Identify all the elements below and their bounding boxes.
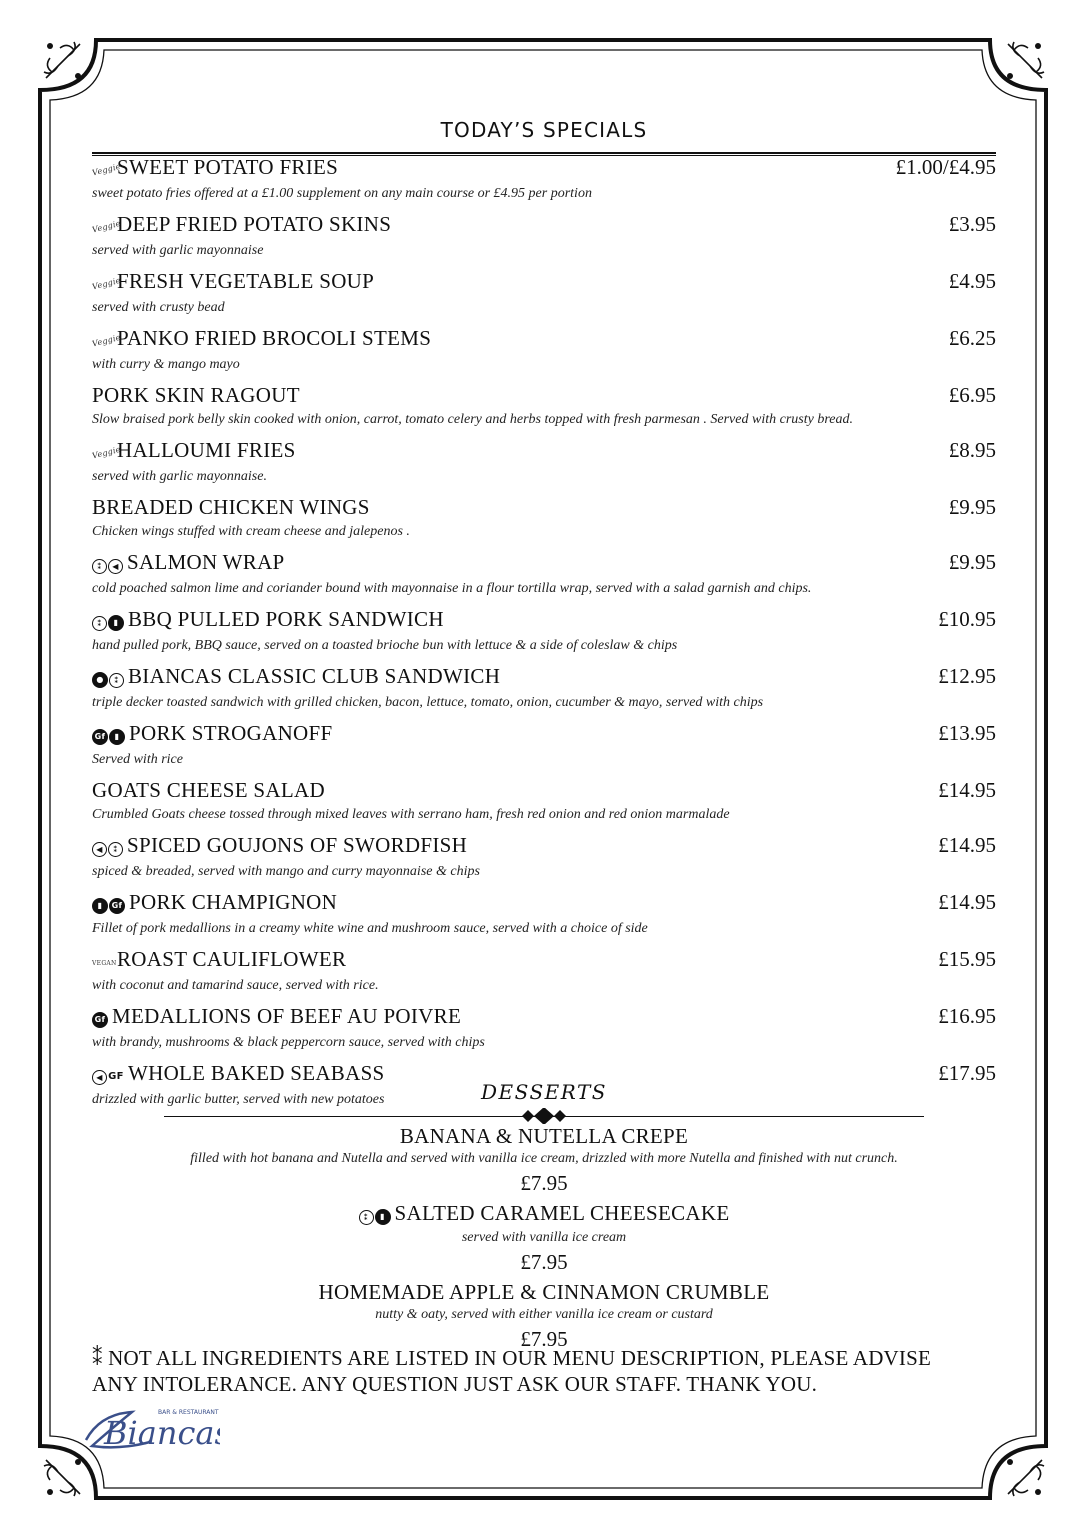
menu-item-description: cold poached salmon lime and coriander bound with mayonnaise in a flour tortilla wrap, served with a salad garnish and chips. [92, 581, 812, 596]
allergen-icons [91, 157, 122, 182]
fish-icon: ◀ [92, 1070, 107, 1085]
menu-item-name: PORK SKIN RAGOUT [92, 383, 300, 407]
menu-item-price: £9.95 [948, 495, 996, 519]
allergen-icons [91, 440, 122, 465]
dessert-description: served with vanilla ice cream [461, 1230, 627, 1245]
menu-item-name: PORK CHAMPIGNON [129, 890, 338, 914]
menu-item-name: PANKO FRIED BROCOLI STEMS [117, 326, 432, 350]
menu-item-name: BREADED CHICKEN WINGS [92, 495, 370, 519]
allergy-note-line-2: ANY INTOLERANCE. ANY QUESTION JUST ASK OUR STAFF. THANK YOU. [92, 1372, 818, 1396]
menu-item-description: triple decker toasted sandwich with grilled chicken, bacon, lettuce, tomato, onion, cucumber & mayo, served with chips [92, 695, 764, 710]
gluten-free-icon: Gf [92, 729, 108, 745]
dessert-price: £7.95 [520, 1250, 568, 1274]
svg-text:BAR & RESTAURANT: BAR & RESTAURANT [158, 1409, 219, 1416]
gluten-free-icon: Gf [92, 1012, 108, 1028]
menu-item [92, 778, 996, 825]
menu-item-price: £10.95 [938, 607, 996, 631]
menu-item-name: SALMON WRAP [127, 550, 285, 574]
gluten-free-icon: GF [108, 1071, 124, 1083]
desserts-title: DESSERTS [480, 1080, 608, 1104]
fish-icon: ◀ [92, 842, 107, 857]
menu-item-name: SPICED GOUJONS OF SWORDFISH [127, 833, 468, 857]
menu-item [92, 833, 996, 882]
menu-item-description: served with garlic mayonnaise. [92, 469, 267, 484]
allergen-icons [91, 328, 122, 353]
corner-ornament-icon [38, 36, 88, 86]
allergy-note-line-1: ⁑ NOT ALL INGREDIENTS ARE LISTED IN OUR MENU DESCRIPTION, PLEASE ADVISE [92, 1346, 932, 1370]
allergen-icons [92, 892, 126, 917]
dessert-name: SALTED CARAMEL CHEESECAKE [394, 1201, 730, 1225]
menu-item-description: Crumbled Goats cheese tossed through mixed leaves with serrano ham, fresh red onion and red onion marmalade [92, 807, 730, 822]
specials-list [92, 155, 996, 1118]
svg-text:Biancas: Biancas [104, 1414, 220, 1452]
menu-item-price: £17.95 [938, 1061, 996, 1085]
veggie-icon: Veggie [91, 161, 122, 178]
menu-item-price: £14.95 [938, 833, 996, 857]
menu-item-name: BIANCAS CLASSIC CLUB SANDWICH [128, 664, 501, 688]
dessert-name: HOMEMADE APPLE & CINNAMON CRUMBLE [318, 1280, 770, 1304]
menu-item-price: £14.95 [938, 778, 996, 802]
allergen-icons [92, 723, 126, 748]
menu-item-price: £8.95 [948, 438, 996, 462]
specials-header [92, 118, 996, 142]
menu-item-price: £12.95 [938, 664, 996, 688]
menu-item-description: with coconut and tamarind sauce, served with rice. [92, 978, 379, 993]
menu-item-description: spiced & breaded, served with mango and curry mayonnaise & chips [92, 864, 480, 879]
gluten-icon: ⁑ [92, 559, 107, 574]
desserts-divider [164, 1108, 924, 1124]
menu-item-name: MEDALLIONS OF BEEF AU POIVRE [112, 1004, 462, 1028]
allergen-icons [92, 552, 124, 577]
menu-item-price: £14.95 [938, 890, 996, 914]
menu-item [92, 550, 996, 599]
menu-item-price: £1.00/£4.95 [895, 155, 996, 179]
menu-item-name: SWEET POTATO FRIES [117, 155, 339, 179]
allergen-icons [92, 835, 124, 860]
menu-item-description: Served with rice [92, 752, 183, 767]
desserts-section [92, 1080, 996, 1357]
allergy-note [92, 1345, 996, 1397]
corner-ornament-icon [1000, 1452, 1050, 1502]
menu-item-name: BBQ PULLED PORK SANDWICH [128, 607, 444, 631]
milk-icon: ▮ [375, 1209, 391, 1225]
menu-item-description: drizzled with garlic butter, served with new potatoes [92, 1092, 385, 1107]
menu-item-description: hand pulled pork, BBQ sauce, served on a toasted brioche bun with lettuce & a side of coleslaw & chips [92, 638, 678, 653]
menu-item-name: GOATS CHEESE SALAD [92, 778, 325, 802]
menu-item-description: with curry & mango mayo [92, 357, 240, 372]
menu-item-description: with brandy, mushrooms & black peppercorn sauce, served with chips [92, 1035, 485, 1050]
milk-icon: ▮ [92, 898, 108, 914]
menu-item-name: ROAST CAULIFLOWER [117, 947, 347, 971]
menu-item [92, 1004, 996, 1053]
menu-item [92, 269, 996, 318]
desserts-list [92, 1124, 996, 1353]
veggie-icon: Veggie [91, 444, 122, 461]
dessert-description: nutty & oaty, served with either vanilla ice cream or custard [375, 1307, 713, 1322]
menu-item [92, 890, 996, 939]
gluten-icon: ⁑ [108, 842, 123, 857]
menu-item-name: FRESH VEGETABLE SOUP [117, 269, 375, 293]
gluten-icon: ⁑ [359, 1210, 374, 1225]
allergen-icons [91, 271, 122, 296]
diamond-ornament-icon [508, 1108, 580, 1124]
menu-item-price: £6.25 [948, 326, 996, 350]
menu-item-description: served with crusty bead [92, 300, 225, 315]
allergen-icons [91, 214, 122, 239]
menu-item-name: WHOLE BAKED SEABASS [128, 1061, 385, 1085]
menu-item-price: £16.95 [938, 1004, 996, 1028]
menu-item [92, 212, 996, 261]
veggie-icon: Veggie [91, 332, 122, 349]
menu-item [92, 664, 996, 713]
menu-item [92, 721, 996, 770]
dessert-item [92, 1124, 996, 1197]
dessert-price: £7.95 [520, 1171, 568, 1195]
dessert-description: filled with hot banana and Nutella and served with vanilla ice cream, drizzled with more Nutella and finished with nut crunch. [190, 1151, 898, 1166]
menu-item-description: sweet potato fries offered at a £1.00 supplement on any main course or £4.95 per portion [92, 186, 592, 201]
menu-item-name: PORK STROGANOFF [129, 721, 333, 745]
gluten-free-icon: Gf [109, 898, 125, 914]
menu-item [92, 155, 996, 204]
dessert-name: BANANA & NUTELLA CREPE [399, 1124, 689, 1148]
milk-icon: ▮ [109, 729, 125, 745]
corner-ornament-icon [1000, 36, 1050, 86]
milk-icon: ▮ [108, 615, 124, 631]
allergen-icons [359, 1203, 392, 1228]
gluten-icon: ⁑ [109, 673, 124, 688]
egg-icon: ● [92, 672, 108, 688]
menu-item-name: HALLOUMI FRIES [117, 438, 296, 462]
menu-item [92, 326, 996, 375]
menu-item-name: DEEP FRIED POTATO SKINS [117, 212, 392, 236]
menu-item [92, 947, 996, 996]
allergen-icons [92, 609, 125, 634]
menu-item [92, 607, 996, 656]
menu-item [92, 383, 996, 430]
menu-item-description: Fillet of pork medallions in a creamy white wine and mushroom sauce, served with a choice of side [92, 921, 648, 936]
menu-item-price: £15.95 [938, 947, 996, 971]
biancas-logo [80, 1400, 220, 1460]
menu-item [92, 438, 996, 487]
veggie-icon: Veggie [91, 275, 122, 292]
menu-item-description: Chicken wings stuffed with cream cheese and jalepenos . [92, 524, 410, 539]
menu-item-description: Slow braised pork belly skin cooked with onion, carrot, tomato celery and herbs topped with fresh parmesan . Served with crusty bread. [92, 412, 853, 427]
page-title: TODAY’S SPECIALS [440, 118, 648, 142]
menu-item-price: £3.95 [948, 212, 996, 236]
menu-item-price: £4.95 [948, 269, 996, 293]
dessert-item [92, 1280, 996, 1353]
veggie-icon: Veggie [91, 218, 122, 235]
vegan-icon: VEGAN [92, 960, 117, 967]
menu-item-price: £9.95 [948, 550, 996, 574]
menu-item-price: £6.95 [948, 383, 996, 407]
allergen-icons [92, 1006, 109, 1031]
menu-item-price: £13.95 [938, 721, 996, 745]
allergen-icons [92, 666, 125, 691]
dessert-item [92, 1201, 996, 1276]
menu-item-description: served with garlic mayonnaise [92, 243, 264, 258]
fish-icon: ◀ [108, 559, 123, 574]
allergen-icons [92, 949, 117, 974]
menu-item [92, 495, 996, 542]
gluten-icon: ⁑ [92, 616, 107, 631]
dessert-price: £7.95 [520, 1327, 568, 1351]
